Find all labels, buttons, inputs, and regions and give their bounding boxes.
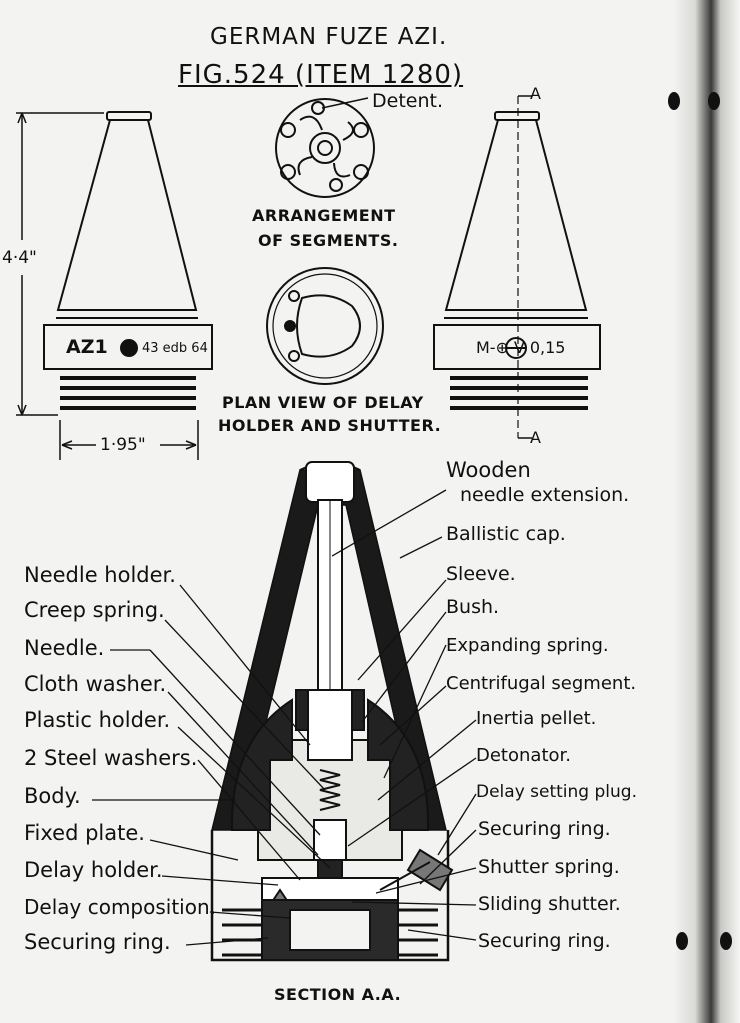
- label-fixed-plate: Fixed plate.: [24, 821, 145, 845]
- label-needle-extension: needle extension.: [460, 484, 630, 506]
- label-centrifugal-segment: Centrifugal segment.: [446, 673, 637, 694]
- label-inertia-pellet: Inertia pellet.: [476, 708, 597, 729]
- label-securing-ring-right-2: Securing ring.: [478, 930, 611, 952]
- label-delay-holder: Delay holder.: [24, 858, 163, 882]
- page-title: GERMAN FUZE AZI.: [210, 24, 448, 50]
- label-body: Body.: [24, 784, 81, 808]
- label-delay-setting-plug: Delay setting plug.: [476, 782, 637, 802]
- figure-label: FIG.524 (ITEM 1280): [178, 60, 464, 90]
- label-creep-spring: Creep spring.: [24, 598, 165, 622]
- left-fuze-marking: AZ1: [66, 336, 108, 358]
- label-wooden: Wooden: [446, 458, 531, 482]
- label-sleeve: Sleeve.: [446, 563, 516, 585]
- detent-label: Detent.: [372, 90, 443, 112]
- label-expanding-spring: Expanding spring.: [446, 635, 609, 656]
- left-fuze-code: 43 edb 64: [142, 341, 208, 356]
- plan-view-label-2: HOLDER AND SHUTTER.: [218, 416, 442, 435]
- fuze-section-view: [212, 462, 452, 960]
- label-needle-holder: Needle holder.: [24, 563, 176, 587]
- section-title: SECTION A.A.: [274, 985, 402, 1004]
- left-fuze-exterior: [44, 112, 212, 408]
- section-mark-top: A: [530, 84, 541, 103]
- label-delay-composition: Delay composition.: [24, 895, 217, 919]
- label-steel-washers: 2 Steel washers.: [24, 746, 198, 770]
- right-fuze-exterior: [434, 96, 600, 438]
- label-securing-ring-right-1: Securing ring.: [478, 818, 611, 840]
- arrangement-label-1: ARRANGEMENT: [252, 206, 396, 225]
- right-fuze-marking: M-⊕-V 0,15: [476, 338, 566, 357]
- plan-view-delay-holder: [267, 268, 383, 384]
- height-dimension: 4·4": [2, 248, 37, 268]
- label-detonator: Detonator.: [476, 745, 571, 766]
- segments-arrangement: [276, 98, 374, 197]
- label-plastic-holder: Plastic holder.: [24, 708, 171, 732]
- plan-view-label-1: PLAN VIEW OF DELAY: [222, 393, 424, 412]
- section-mark-bottom: A: [530, 428, 541, 447]
- label-needle: Needle.: [24, 636, 105, 660]
- arrangement-label-2: OF SEGMENTS.: [258, 231, 399, 250]
- label-cloth-washer: Cloth washer.: [24, 672, 167, 696]
- label-sliding-shutter: Sliding shutter.: [478, 893, 621, 915]
- width-dimension: 1·95": [100, 435, 146, 455]
- label-ballistic-cap: Ballistic cap.: [446, 523, 566, 545]
- label-bush: Bush.: [446, 596, 500, 618]
- label-shutter-spring: Shutter spring.: [478, 856, 620, 878]
- label-securing-ring-left: Securing ring.: [24, 930, 171, 954]
